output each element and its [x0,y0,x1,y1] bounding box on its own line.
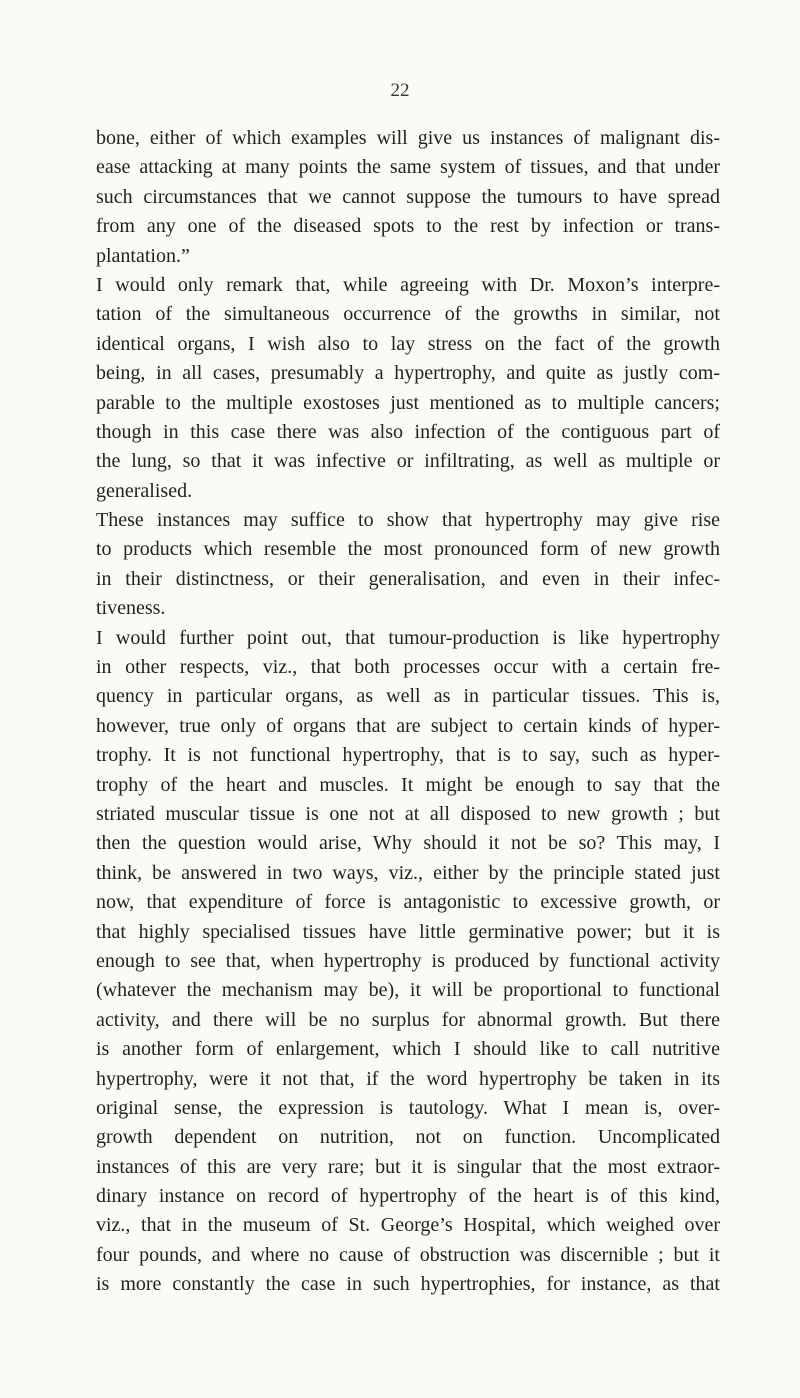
text-line: viz., that in the museum of St. George’s Hospital, which weighed over [96,1214,720,1237]
text-line: These instances may suffice to show that hypertrophy may give rise [96,509,720,532]
text-line: quency in particular organs, as well as in particular tissues. This is, [96,685,720,708]
text-line: tiveness. [96,597,166,620]
text-line: the lung, so that it was infective or infiltrating, as well as multiple or [96,450,720,473]
text-line: four pounds, and where no cause of obstruction was discernible ; but it [96,1243,720,1266]
text-line: activity, and there will be no surplus for abnormal growth. But there [96,1008,720,1031]
text-line: to products which resemble the most pronounced form of new growth [96,538,720,561]
text-line: think, be answered in two ways, viz., either by the principle stated just [96,861,720,884]
text-line: tation of the simultaneous occurrence of the growths in similar, not [96,303,720,326]
text-line: hypertrophy, were it not that, if the word hypertrophy be taken in its [96,1067,720,1090]
text-line: being, in all cases, presumably a hypertrophy, and quite as justly com- [96,362,720,385]
text-line: that highly specialised tissues have little germinative power; but it is [96,920,720,943]
text-line: in their distinctness, or their generalisation, and even in their infec- [96,567,720,590]
paragraph [96,624,720,1300]
text-line: is another form of enlargement, which I should like to call nutritive [96,1038,720,1061]
text-line: dinary instance on record of hypertrophy of the heart is of this kind, [96,1185,720,1208]
text-line: then the question would arise, Why should it not be so? This may, I [96,832,720,855]
page-number: 22 [390,80,410,101]
text-line: instances of this are very rare; but it is singular that the most extraor- [96,1155,720,1178]
text-line: bone, either of which examples will give us instances of malignant dis- [96,127,720,149]
paragraph [96,124,720,271]
text-line: trophy of the heart and muscles. It might be enough to say that the [96,773,720,796]
text-line: striated muscular tissue is one not at all disposed to new growth ; but [96,802,720,825]
text-line: in other respects, viz., that both processes occur with a certain fre- [96,656,720,679]
text-line: is more constantly the case in such hypertrophies, for instance, as that [96,1273,720,1296]
paragraph [96,271,720,506]
text-line: from any one of the diseased spots to the rest by infection or trans- [96,215,720,238]
text-line: ease attacking at many points the same system of tissues, and that under [96,156,720,179]
text-line: growth dependent on nutrition, not on function. Uncomplicated [96,1126,720,1149]
text-line: (whatever the mechanism may be), it will be proportional to functional [96,979,720,1002]
text-line: however, true only of organs that are subject to certain kinds of hyper- [96,714,720,737]
text-line: I would only remark that, while agreeing with Dr. Moxon’s interpre- [96,273,720,296]
text-line: enough to see that, when hypertrophy is produced by functional activity [96,949,720,972]
text-line: parable to the multiple exostoses just mentioned as to multiple cancers; [96,391,720,414]
text-line: generalised. [96,479,193,502]
text-line: identical organs, I wish also to lay stress on the fact of the growth [96,332,720,355]
body-text [96,124,720,1300]
text-line: I would further point out, that tumour-production is like hypertrophy [96,626,720,649]
text-line: now, that expenditure of force is antagonistic to excessive growth, or [96,891,720,914]
text-line: plantation.” [96,244,190,267]
text-line: original sense, the expression is tautology. What I mean is, over- [96,1096,720,1119]
text-line: trophy. It is not functional hypertrophy, that is to say, such as hyper- [96,744,720,767]
text-line: though in this case there was also infection of the contiguous part of [96,420,720,443]
paragraph [96,506,720,624]
text-line: such circumstances that we cannot suppose the tumours to have spread [96,185,720,208]
